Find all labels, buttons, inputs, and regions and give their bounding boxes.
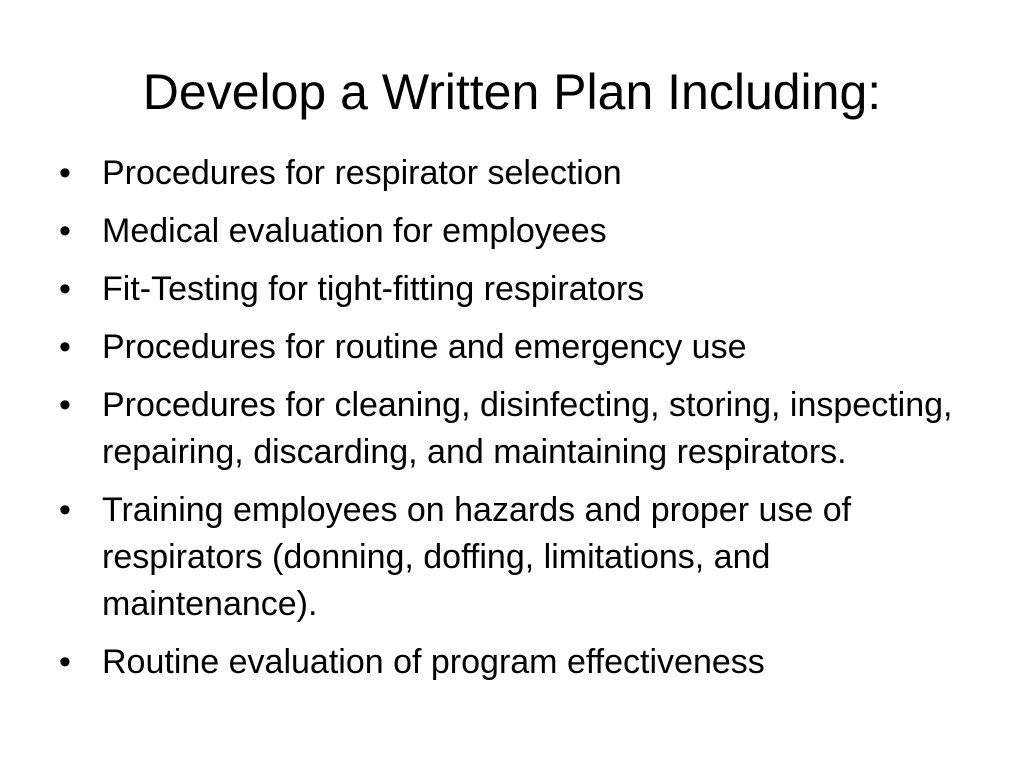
bullet-item-cleaning-maintenance [56,382,966,476]
bullet-item-fit-testing [56,266,966,313]
bullet-item-training [56,487,966,628]
bullet-text: Procedures for routine and emergency use [102,328,747,366]
bullet-item-medical-evaluation [56,208,966,255]
bullet-text: Routine evaluation of program effectiveness [102,643,765,681]
bullet-icon: • [59,212,71,250]
bullet-icon: • [59,386,71,424]
bullet-icon: • [59,643,71,681]
bullet-text: Fit-Testing for tight-fitting respirators [102,270,645,308]
bullet-icon: • [59,154,71,192]
bullet-icon: • [59,270,71,308]
bullet-icon: • [59,491,71,529]
slide-title: Develop a Written Plan Including: [142,64,882,120]
bullet-text: Procedures for cleaning, disinfecting, storing, inspecting, repairing, discarding, and maintaining respirators. [102,386,953,471]
bullet-text: Procedures for respirator selection [102,154,622,192]
bullet-text: Training employees on hazards and proper use of respirators (donning, doffing, limitations, and maintenance). [102,491,852,623]
bullet-text: Medical evaluation for employees [102,212,607,250]
bullet-item-respirator-selection [56,150,966,197]
bullet-item-program-evaluation [56,639,966,686]
bullet-list [56,150,966,697]
bullet-item-routine-emergency-use [56,324,966,371]
bullet-icon: • [59,328,71,366]
